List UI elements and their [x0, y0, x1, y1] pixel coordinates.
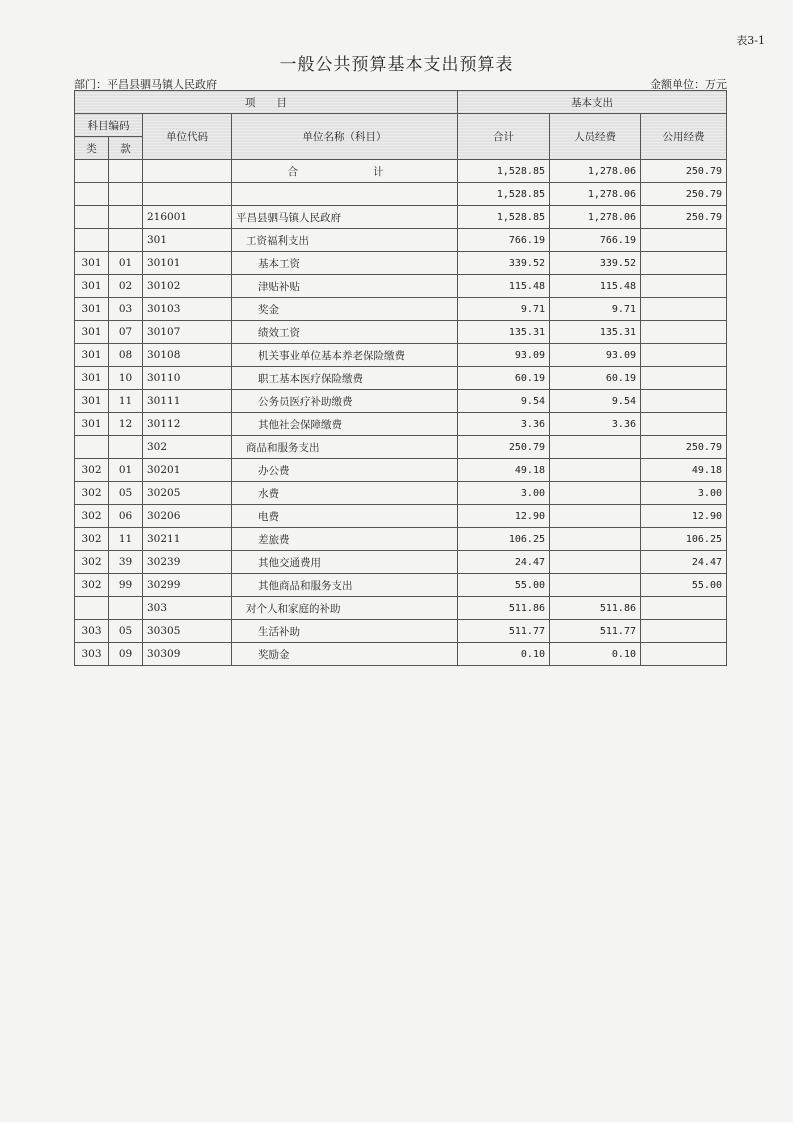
- row-lei: 301: [75, 367, 109, 390]
- row-public: 250.79: [641, 183, 727, 206]
- row-unit-code: [143, 183, 232, 206]
- row-lei: 302: [75, 528, 109, 551]
- row-lei: 302: [75, 505, 109, 528]
- row-kuan: 03: [109, 298, 143, 321]
- row-kuan: [109, 206, 143, 229]
- table-row: [75, 275, 727, 298]
- row-lei: 301: [75, 298, 109, 321]
- row-public: 55.00: [641, 574, 727, 597]
- row-public: [641, 252, 727, 275]
- row-total: 1,528.85: [458, 206, 550, 229]
- currency-unit-label: 金额单位：万元: [650, 78, 727, 91]
- row-unit-code: 30299: [143, 574, 232, 597]
- row-public: 3.00: [641, 482, 727, 505]
- row-unit-code: 30101: [143, 252, 232, 275]
- row-unit-name: 职工基本医疗保险缴费: [232, 367, 458, 390]
- row-unit-name: 对个人和家庭的补助: [232, 597, 458, 620]
- row-total: 9.54: [458, 390, 550, 413]
- row-unit-code: 30309: [143, 643, 232, 666]
- subject-code-header: 科目编码: [75, 114, 143, 137]
- row-kuan: 02: [109, 275, 143, 298]
- row-personnel: 339.52: [550, 252, 641, 275]
- basic-expenditure-header: 基本支出: [458, 91, 727, 114]
- row-kuan: [109, 436, 143, 459]
- row-personnel: 766.19: [550, 229, 641, 252]
- row-total: 766.19: [458, 229, 550, 252]
- table-row: [75, 206, 727, 229]
- table-row: [75, 367, 727, 390]
- row-unit-name: 办公费: [232, 459, 458, 482]
- row-kuan: 08: [109, 344, 143, 367]
- row-unit-name: 机关事业单位基本养老保险缴费: [232, 344, 458, 367]
- row-personnel: 60.19: [550, 367, 641, 390]
- row-total: 115.48: [458, 275, 550, 298]
- row-unit-code: 30211: [143, 528, 232, 551]
- table-row: [75, 505, 727, 528]
- row-total: 250.79: [458, 436, 550, 459]
- row-kuan: 05: [109, 482, 143, 505]
- row-total: 0.10: [458, 643, 550, 666]
- row-unit-code: 30201: [143, 459, 232, 482]
- department-label: 部门：平昌县驷马镇人民政府: [74, 78, 217, 91]
- row-lei: [75, 183, 109, 206]
- table-row: [75, 183, 727, 206]
- table-row: [75, 597, 727, 620]
- row-public: 106.25: [641, 528, 727, 551]
- lei-header: 类: [75, 137, 109, 160]
- row-total: 511.77: [458, 620, 550, 643]
- row-public: [641, 643, 727, 666]
- row-total: 135.31: [458, 321, 550, 344]
- row-personnel: 135.31: [550, 321, 641, 344]
- row-kuan: 99: [109, 574, 143, 597]
- total-row-label: 合 计: [232, 160, 458, 183]
- row-public: 24.47: [641, 551, 727, 574]
- row-public: 49.18: [641, 459, 727, 482]
- table-row: [75, 229, 727, 252]
- row-total: 1,528.85: [458, 183, 550, 206]
- row-public: 12.90: [641, 505, 727, 528]
- row-personnel: 0.10: [550, 643, 641, 666]
- row-personnel: [550, 574, 641, 597]
- row-public: [641, 229, 727, 252]
- row-kuan: 11: [109, 528, 143, 551]
- row-total: 339.52: [458, 252, 550, 275]
- table-row: [75, 413, 727, 436]
- table-row: [75, 528, 727, 551]
- kuan-header: 款: [109, 137, 143, 160]
- row-total: 3.00: [458, 482, 550, 505]
- table-row: [75, 459, 727, 482]
- row-unit-code: 301: [143, 229, 232, 252]
- row-personnel: 511.77: [550, 620, 641, 643]
- row-total: 511.86: [458, 597, 550, 620]
- row-lei: 301: [75, 413, 109, 436]
- row-kuan: 06: [109, 505, 143, 528]
- row-unit-name: 差旅费: [232, 528, 458, 551]
- row-kuan: [109, 229, 143, 252]
- row-unit-name: 水费: [232, 482, 458, 505]
- row-unit-code: 30102: [143, 275, 232, 298]
- row-personnel: 93.09: [550, 344, 641, 367]
- table-row: [75, 390, 727, 413]
- row-public: [641, 275, 727, 298]
- row-lei: 302: [75, 574, 109, 597]
- row-kuan: 39: [109, 551, 143, 574]
- total-row-total: 1,528.85: [458, 160, 550, 183]
- row-unit-code: 30239: [143, 551, 232, 574]
- row-personnel: [550, 482, 641, 505]
- row-unit-name: 其他交通费用: [232, 551, 458, 574]
- total-row-personnel: 1,278.06: [550, 160, 641, 183]
- row-personnel: 9.71: [550, 298, 641, 321]
- row-unit-name: 奖金: [232, 298, 458, 321]
- personnel-header: 人员经费: [550, 114, 641, 160]
- table-row: [75, 321, 727, 344]
- row-lei: [75, 597, 109, 620]
- row-lei: 302: [75, 482, 109, 505]
- row-personnel: [550, 505, 641, 528]
- row-public: [641, 321, 727, 344]
- unit-name-header: 单位名称（科目）: [232, 114, 458, 160]
- row-public: [641, 620, 727, 643]
- row-unit-code: 30111: [143, 390, 232, 413]
- row-lei: 302: [75, 459, 109, 482]
- table-row: [75, 298, 727, 321]
- row-lei: 303: [75, 620, 109, 643]
- total-header: 合计: [458, 114, 550, 160]
- row-unit-name: 津贴补贴: [232, 275, 458, 298]
- row-unit-code: 302: [143, 436, 232, 459]
- row-unit-code: 30107: [143, 321, 232, 344]
- row-lei: [75, 436, 109, 459]
- row-unit-name: 其他商品和服务支出: [232, 574, 458, 597]
- budget-table: [74, 90, 727, 666]
- row-unit-code: 216001: [143, 206, 232, 229]
- row-kuan: 11: [109, 390, 143, 413]
- row-unit-code: 30205: [143, 482, 232, 505]
- row-kuan: 05: [109, 620, 143, 643]
- row-unit-name: [232, 183, 458, 206]
- row-total: 60.19: [458, 367, 550, 390]
- row-lei: [75, 229, 109, 252]
- table-row: [75, 574, 727, 597]
- row-public: [641, 367, 727, 390]
- row-unit-name: 生活补助: [232, 620, 458, 643]
- row-public: [641, 298, 727, 321]
- table-row: [75, 436, 727, 459]
- row-unit-name: 奖励金: [232, 643, 458, 666]
- row-kuan: [109, 183, 143, 206]
- row-kuan: 07: [109, 321, 143, 344]
- row-unit-name: 其他社会保障缴费: [232, 413, 458, 436]
- row-unit-code: 30206: [143, 505, 232, 528]
- row-lei: 301: [75, 321, 109, 344]
- row-unit-code: 30305: [143, 620, 232, 643]
- row-total: 49.18: [458, 459, 550, 482]
- row-unit-code: 30112: [143, 413, 232, 436]
- row-lei: 301: [75, 252, 109, 275]
- row-public: [641, 413, 727, 436]
- page-number: 表3-1: [736, 34, 765, 47]
- row-public: [641, 344, 727, 367]
- row-total: 12.90: [458, 505, 550, 528]
- row-unit-code: 30110: [143, 367, 232, 390]
- row-unit-name: 公务员医疗补助缴费: [232, 390, 458, 413]
- row-unit-name: 基本工资: [232, 252, 458, 275]
- row-kuan: 12: [109, 413, 143, 436]
- table-row: [75, 344, 727, 367]
- table-row: [75, 551, 727, 574]
- project-header: 项 目: [75, 91, 458, 114]
- row-unit-name: 平昌县驷马镇人民政府: [232, 206, 458, 229]
- row-kuan: 09: [109, 643, 143, 666]
- total-row: [75, 160, 727, 183]
- table-row: [75, 643, 727, 666]
- row-public: [641, 597, 727, 620]
- row-lei: [75, 206, 109, 229]
- row-public: [641, 390, 727, 413]
- row-unit-name: 商品和服务支出: [232, 436, 458, 459]
- row-personnel: [550, 436, 641, 459]
- row-personnel: 511.86: [550, 597, 641, 620]
- row-personnel: [550, 551, 641, 574]
- row-total: 9.71: [458, 298, 550, 321]
- row-lei: 301: [75, 344, 109, 367]
- row-total: 106.25: [458, 528, 550, 551]
- row-unit-code: 303: [143, 597, 232, 620]
- row-personnel: 1,278.06: [550, 183, 641, 206]
- row-personnel: 115.48: [550, 275, 641, 298]
- row-kuan: 01: [109, 459, 143, 482]
- public-header: 公用经费: [641, 114, 727, 160]
- row-unit-name: 工资福利支出: [232, 229, 458, 252]
- table-row: [75, 620, 727, 643]
- row-unit-name: 电费: [232, 505, 458, 528]
- row-unit-code: 30103: [143, 298, 232, 321]
- total-row-public: 250.79: [641, 160, 727, 183]
- row-unit-code: 30108: [143, 344, 232, 367]
- row-personnel: [550, 459, 641, 482]
- row-personnel: 1,278.06: [550, 206, 641, 229]
- row-kuan: 10: [109, 367, 143, 390]
- row-personnel: 9.54: [550, 390, 641, 413]
- row-lei: 303: [75, 643, 109, 666]
- row-public: 250.79: [641, 206, 727, 229]
- row-public: 250.79: [641, 436, 727, 459]
- row-unit-name: 绩效工资: [232, 321, 458, 344]
- unit-code-header: 单位代码: [143, 114, 232, 160]
- table-row: [75, 482, 727, 505]
- row-personnel: [550, 528, 641, 551]
- page-title: 一般公共预算基本支出预算表: [279, 55, 514, 75]
- row-lei: 302: [75, 551, 109, 574]
- row-total: 55.00: [458, 574, 550, 597]
- row-total: 93.09: [458, 344, 550, 367]
- row-total: 24.47: [458, 551, 550, 574]
- row-lei: 301: [75, 275, 109, 298]
- row-total: 3.36: [458, 413, 550, 436]
- row-kuan: [109, 597, 143, 620]
- row-lei: 301: [75, 390, 109, 413]
- row-personnel: 3.36: [550, 413, 641, 436]
- table-row: [75, 252, 727, 275]
- row-kuan: 01: [109, 252, 143, 275]
